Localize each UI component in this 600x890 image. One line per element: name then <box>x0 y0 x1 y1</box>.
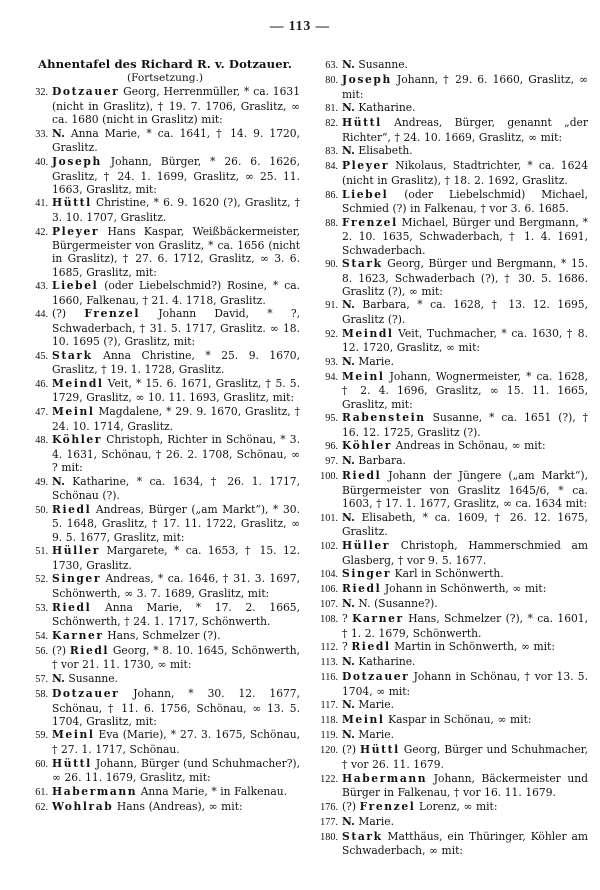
entry-surname: Riedl <box>69 643 110 657</box>
entry-uncertainty-marker: (?) <box>342 743 361 757</box>
entry-number: 33. <box>35 128 48 140</box>
entry-number: 101. <box>320 512 338 524</box>
entry-details: Hans, Schmelzer (?). <box>103 628 221 642</box>
entry-details: Matthäus, ein Thüringer, Köhler am Schwaderbach, ∞ mit: <box>342 829 588 858</box>
ancestor-entry <box>316 411 588 439</box>
entry-surname: Karner <box>52 628 104 642</box>
entry-surname: Köhler <box>52 433 103 447</box>
ancestor-entry <box>316 439 588 454</box>
ancestor-entry <box>30 672 300 687</box>
ancestor-entry <box>30 127 300 155</box>
ancestor-entry <box>30 601 300 629</box>
entry-number: 118. <box>320 715 338 727</box>
entry-details: Johann, Bürger (und Schuhmacher?), ∞ 26. 11. 1679, Graslitz, mit: <box>52 756 300 785</box>
entry-surname: N. <box>52 126 65 140</box>
entry-number: 57. <box>35 673 48 685</box>
entry-surname: Hüttl <box>360 743 400 757</box>
ancestor-entry <box>30 687 300 728</box>
ancestor-entry <box>316 469 588 510</box>
entry-number: 112. <box>320 642 338 654</box>
entry-details: Christoph, Richter in Schönau, * 3. 4. 1631, Schönau, † 26. 2. 1708, Schönau, ∞ ? mit: <box>52 433 300 475</box>
entry-surname: N. <box>342 454 355 468</box>
ancestor-entry <box>316 743 588 771</box>
entry-number: 180. <box>320 831 338 843</box>
page-number: — 113 — <box>269 18 331 33</box>
entry-number: 47. <box>35 407 48 419</box>
entry-number: 120. <box>320 745 338 757</box>
ancestor-entry <box>316 370 588 411</box>
entry-surname: Frenzel <box>359 799 416 813</box>
entry-details: Karl in Schönwerth. <box>391 567 504 581</box>
entry-surname: Hüller <box>52 544 101 558</box>
ancestor-entry <box>316 772 588 800</box>
entry-details: Marie. <box>354 698 394 712</box>
ancestor-entry <box>316 257 588 298</box>
page-subtitle: (Fortsetzung.) <box>126 71 204 84</box>
ancestor-entry <box>316 582 588 597</box>
entry-details: Michael, Bürger und Bergmann, * 2. 10. 1635, Schwaderbach, † 1. 4. 1691, Schwaderbach. <box>342 215 588 257</box>
entry-number: 45. <box>35 350 48 362</box>
entry-details: Katharine. <box>354 101 416 115</box>
entry-details: Katharine, * ca. 1634, † 26. 1. 1717, Schönau (?). <box>52 474 300 503</box>
entry-surname: Riedl <box>52 502 92 516</box>
entry-details: Anna Marie, * 17. 2. 1665, Schönwerth, † 24. 1. 1717, Schönwerth. <box>52 600 300 629</box>
entry-surname: Habermann <box>342 771 428 785</box>
entry-number: 93. <box>325 356 338 368</box>
entry-surname: Habermann <box>52 784 138 798</box>
ancestor-entry <box>316 511 588 539</box>
ancestor-entry <box>30 728 300 756</box>
entry-number: 82. <box>325 118 338 130</box>
entry-surname: Dotzauer <box>342 670 410 684</box>
entry-details: Anna Christine, * 25. 9. 1670, Graslitz, † 19. 1. 1728, Graslitz. <box>52 348 300 377</box>
entry-details: Barbara. <box>354 454 406 468</box>
ancestor-entry <box>316 670 588 698</box>
entry-details: Marie. <box>354 728 394 742</box>
entry-surname: N. <box>52 474 65 488</box>
left-column <box>30 58 300 858</box>
entry-number: 96. <box>325 441 338 453</box>
entry-surname: Meinl <box>342 713 385 727</box>
entry-surname: Meinl <box>342 369 385 383</box>
ancestor-entry <box>30 785 300 800</box>
ancestor-entry <box>316 216 588 257</box>
entry-number: 80. <box>325 74 338 86</box>
ancestor-entry <box>30 629 300 644</box>
entry-details: Elisabeth. <box>354 144 413 158</box>
entry-number: 44. <box>35 309 48 321</box>
ancestor-entry <box>316 298 588 326</box>
entry-surname: Singer <box>52 572 102 586</box>
entry-surname: N. <box>342 58 355 71</box>
entry-details: Andreas, * ca. 1646, † 31. 3. 1697, Schönwerth, ∞ 3. 7. 1689, Graslitz, mit: <box>52 572 300 601</box>
entry-details: Johann der Jüngere („am Markt“), Bürgermeister von Graslitz 1645/6, * ca. 1603, † 17. 1. 1677, Graslitz, ∞ ca. 1634 mit: <box>342 469 588 511</box>
entry-details: Anna Marie, * ca. 1641, † 14. 9. 1720, Graslitz. <box>52 126 300 155</box>
entry-details: Nikolaus, Stadtrichter, * ca. 1624 (nicht in Graslitz), † 18. 2. 1692, Graslitz. <box>342 159 588 187</box>
entry-surname: Karner <box>352 612 404 626</box>
ancestor-entry <box>316 144 588 159</box>
ancestor-entry <box>316 355 588 370</box>
ancestor-entry <box>30 475 300 503</box>
ancestor-entry <box>30 225 300 279</box>
entry-surname: N. <box>52 671 65 685</box>
entry-number: 100. <box>320 471 338 483</box>
entry-details: Hans Kaspar, Weißbäckermeister, Bürgermeister von Graslitz, * ca. 1656 (nicht in Graslitz), † 27. 6. 1712, Graslitz, ∞ 3. 6. 1685, Graslitz, mit: <box>52 224 300 279</box>
entry-number: 58. <box>35 688 48 700</box>
entry-surname: Meindl <box>342 326 394 340</box>
entry-surname: Dotzauer <box>52 686 120 700</box>
entry-details: Georg, Herrenmüller, * ca. 1631 (nicht in Graslitz), † 19. 7. 1706, Graslitz, ∞ ca. 1680 (nicht in Graslitz) mit: <box>52 85 300 127</box>
entry-uncertainty-marker: ? <box>342 640 352 654</box>
entry-number: 94. <box>325 371 338 383</box>
ancestor-entry <box>316 454 588 469</box>
entry-details: (oder Liebelschmid) Michael, Schmied (?) in Falkenau, † vor 3. 6. 1685. <box>342 187 588 216</box>
entry-number: 104. <box>320 569 338 581</box>
entry-surname: Stark <box>52 348 93 362</box>
entry-surname: Meinl <box>52 728 95 742</box>
entry-number: 86. <box>325 189 338 201</box>
entry-details: Johann in Schönwerth, ∞ mit: <box>381 582 547 596</box>
ancestor-entry <box>30 279 300 307</box>
entry-surname: Riedl <box>351 640 391 654</box>
entry-surname: Singer <box>342 567 392 581</box>
ancestor-entry <box>316 58 588 73</box>
entry-number: 51. <box>35 546 48 558</box>
entry-surname: Meinl <box>52 405 95 419</box>
entry-number: 102. <box>320 540 338 552</box>
entry-number: 95. <box>325 413 338 425</box>
ancestor-entry <box>30 800 300 815</box>
ancestor-entry <box>30 503 300 544</box>
ancestor-entry <box>30 757 300 785</box>
entry-number: 113. <box>320 657 338 669</box>
entry-surname: Liebel <box>52 279 99 293</box>
entry-number: 97. <box>325 456 338 468</box>
entry-details: Hans, Schmelzer (?), * ca. 1601, † 1. 2. 1679, Schönwerth. <box>342 612 588 640</box>
entry-number: 54. <box>35 630 48 642</box>
entry-surname: N. <box>342 510 355 524</box>
entry-surname: Riedl <box>342 469 382 483</box>
entry-surname: Hüller <box>342 538 391 552</box>
entry-surname: Köhler <box>342 439 393 453</box>
left-entry-list <box>30 85 300 814</box>
ancestor-entry <box>316 327 588 355</box>
entry-surname: Pleyer <box>52 224 100 238</box>
entry-number: 59. <box>35 730 48 742</box>
ancestor-entry <box>30 644 300 672</box>
entry-details: Johann David, * ?, Schwaderbach, † 31. 5. 1717, Graslitz. ∞ 18. 10. 1695 (?), Graslitz, mit: <box>52 307 300 349</box>
entry-number: 122. <box>320 773 338 785</box>
entry-details: Johann, † 29. 6. 1660, Graslitz, ∞ mit: <box>342 72 588 101</box>
entry-number: 61. <box>35 786 48 798</box>
entry-details: Johann, * 30. 12. 1677, Schönau, † 11. 6. 1756, Schönau, ∞ 13. 5. 1704, Graslitz, mit: <box>52 686 300 728</box>
entry-details: Susanne. <box>64 671 118 685</box>
entry-details: Johann, Wognermeister, * ca. 1628, † 2. 4. 1696, Graslitz, ∞ 15. 11. 1665, Graslitz, mit: <box>342 369 588 411</box>
page-title: Ahnentafel des Richard R. v. Dotzauer. <box>38 57 292 71</box>
entry-number: 81. <box>325 103 338 115</box>
entry-number: 53. <box>35 602 48 614</box>
entry-number: 41. <box>35 198 48 210</box>
entry-surname: N. <box>342 597 355 611</box>
entry-details: Susanne, * ca. 1651 (?), † 16. 12. 1725, Graslitz (?). <box>342 411 588 439</box>
entry-details: Andreas, Bürger („am Markt“), * 30. 5. 1648, Graslitz, † 17. 11. 1722, Graslitz, ∞ 9. 5. 1677, Graslitz, mit: <box>52 502 300 544</box>
ancestor-entry <box>316 728 588 743</box>
ancestor-entry <box>316 800 588 815</box>
entry-details: Margarete, * ca. 1653, † 15. 12. 1730, Graslitz. <box>52 544 300 572</box>
entry-surname: N. <box>342 101 355 115</box>
ancestor-entry <box>316 159 588 187</box>
ancestor-entry <box>30 433 300 474</box>
ancestor-entry <box>30 349 300 377</box>
ancestor-entry <box>316 612 588 640</box>
two-column-body <box>0 58 600 858</box>
entry-number: 63. <box>325 60 338 71</box>
entry-details: Marie. <box>354 354 394 368</box>
entry-surname: N. <box>342 298 355 312</box>
ancestor-entry <box>30 307 300 348</box>
ancestor-entry <box>30 405 300 433</box>
entry-surname: N. <box>342 698 355 712</box>
entry-number: 43. <box>35 281 48 293</box>
entry-uncertainty-marker: (?) <box>52 307 85 321</box>
entry-details: Andreas, Bürger, genannt „der Richter“, † 24. 10. 1669, Graslitz, ∞ mit: <box>342 116 588 144</box>
entry-details: Marie. <box>354 814 394 828</box>
entry-number: 42. <box>35 226 48 238</box>
ancestor-entry <box>316 815 588 830</box>
ancestor-entry <box>316 116 588 144</box>
entry-number: 40. <box>35 156 48 168</box>
entry-uncertainty-marker: (?) <box>52 643 70 657</box>
entry-details: Christine, * 6. 9. 1620 (?), Graslitz, † 3. 10. 1707, Graslitz. <box>52 196 300 224</box>
entry-number: 32. <box>35 87 48 99</box>
entry-details: Johann in Schönau, † vor 13. 5. 1704, ∞ mit: <box>342 670 588 698</box>
entry-number: 116. <box>320 672 338 684</box>
entry-surname: Pleyer <box>342 159 390 173</box>
ancestor-entry <box>30 155 300 196</box>
entry-details: Andreas in Schönau, ∞ mit: <box>392 439 546 453</box>
ancestor-entry <box>30 572 300 600</box>
entry-number: 46. <box>35 378 48 390</box>
entry-number: 106. <box>320 584 338 596</box>
entry-details: Anna Marie, * in Falkenau. <box>137 784 287 798</box>
entry-surname: Frenzel <box>342 215 398 229</box>
ancestor-entry <box>30 544 300 572</box>
entry-details: Eva (Marie), * 27. 3. 1675, Schönau, † 27. 1. 1717, Schönau. <box>52 728 300 756</box>
entry-details: Barbara, * ca. 1628, † 13. 12. 1695, Graslitz (?). <box>342 298 588 327</box>
entry-details: Johann, Bäckermeister und Bürger in Falkenau, † vor 16. 11. 1679. <box>342 771 588 800</box>
entry-details: Veit, * 15. 6. 1671, Graslitz, † 5. 5. 1729, Graslitz, ∞ 10. 11. 1693, Graslitz, mit: <box>52 376 300 405</box>
entry-surname: N. <box>342 354 355 368</box>
entry-number: 83. <box>325 146 338 158</box>
entry-number: 90. <box>325 259 338 271</box>
entry-surname: Hüttl <box>342 116 382 130</box>
entry-number: 117. <box>320 700 338 712</box>
entry-number: 91. <box>325 300 338 312</box>
entry-number: 62. <box>35 801 48 813</box>
right-column <box>316 58 588 858</box>
ancestor-entry <box>30 85 300 126</box>
entry-details: Martin in Schönwerth, ∞ mit: <box>390 640 555 654</box>
ancestor-entry <box>316 188 588 216</box>
entry-details: Elisabeth, * ca. 1609, † 26. 12. 1675, Graslitz. <box>342 510 588 539</box>
entry-surname: Hüttl <box>52 756 92 770</box>
entry-surname: Wohlrab <box>52 799 114 813</box>
entry-number: 92. <box>325 328 338 340</box>
ancestor-entry <box>316 830 588 858</box>
ancestor-entry <box>316 101 588 116</box>
entry-number: 52. <box>35 574 48 586</box>
right-entry-list <box>316 58 588 858</box>
ancestor-entry <box>316 655 588 670</box>
entry-details: Susanne. <box>354 58 408 71</box>
ancestor-entry <box>316 73 588 101</box>
entry-details: Christoph, Hammerschmied am Glasberg, † vor 9. 5. 1677. <box>342 538 588 567</box>
entry-details: (oder Liebelschmid?) Rosine, * ca. 1660, Falkenau, † 21. 4. 1718, Graslitz. <box>52 279 300 307</box>
entry-number: 88. <box>325 217 338 229</box>
entry-surname: N. <box>342 728 355 742</box>
entry-surname: Riedl <box>342 582 382 596</box>
entry-details: Georg, Bürger und Bergmann, * 15. 8. 1623, Schwaderbach (?), † 30. 5. 1686. Graslitz (?), ∞ mit: <box>342 257 588 298</box>
entry-surname: N. <box>342 814 355 828</box>
ancestor-entry <box>316 713 588 728</box>
entry-details: Kaspar in Schönau, ∞ mit: <box>384 713 532 727</box>
entry-uncertainty-marker: (?) <box>342 799 360 813</box>
entry-surname: Frenzel <box>84 307 141 321</box>
entry-details: Johann, Bürger, * 26. 6. 1626, Graslitz, † 24. 1. 1699, Graslitz, ∞ 25. 11. 1663, Graslitz, mit: <box>52 154 300 196</box>
entry-surname: N. <box>342 144 355 158</box>
entry-surname: Dotzauer <box>52 85 120 99</box>
entry-surname: Liebel <box>342 187 389 201</box>
ancestor-entry <box>316 539 588 567</box>
entry-surname: Rabenstein <box>342 411 426 425</box>
entry-number: 177. <box>320 816 338 828</box>
entry-surname: Stark <box>342 257 383 271</box>
entry-details: N. (Susanne?). <box>354 597 438 611</box>
entry-number: 119. <box>320 730 338 742</box>
ancestor-entry <box>316 698 588 713</box>
ancestor-entry <box>316 567 588 582</box>
entry-number: 56. <box>35 645 48 657</box>
entry-surname: Joseph <box>52 154 102 168</box>
entry-number: 176. <box>320 801 338 813</box>
entry-surname: N. <box>342 655 355 669</box>
entry-details: Veit, Tuchmacher, * ca. 1630, † 8. 12. 1720, Graslitz, ∞ mit: <box>342 326 588 355</box>
ancestor-entry <box>316 597 588 612</box>
ancestor-entry <box>30 196 300 224</box>
entry-number: 60. <box>35 758 48 770</box>
entry-details: Magdalene, * 29. 9. 1670, Graslitz, † 24. 10. 1714, Graslitz. <box>52 405 300 433</box>
entry-number: 107. <box>320 599 338 611</box>
entry-number: 49. <box>35 476 48 488</box>
entry-surname: Stark <box>342 829 383 843</box>
entry-details: Hans (Andreas), ∞ mit: <box>113 799 243 813</box>
entry-details: Lorenz, ∞ mit: <box>415 799 498 813</box>
entry-details: Georg, Bürger und Schuhmacher, † vor 26. 11. 1679. <box>342 743 589 771</box>
entry-number: 48. <box>35 435 48 447</box>
entry-number: 50. <box>35 504 48 516</box>
ancestor-entry <box>30 377 300 405</box>
entry-surname: Meindl <box>52 376 104 390</box>
entry-details: Georg, * 8. 10. 1645, Schönwerth, † vor 21. 11. 1730, ∞ mit: <box>52 643 300 672</box>
entry-surname: Riedl <box>52 600 92 614</box>
entry-details: Katharine. <box>354 655 416 669</box>
entry-number: 84. <box>325 161 338 173</box>
entry-surname: Hüttl <box>52 196 92 210</box>
entry-number: 108. <box>320 614 338 626</box>
entry-uncertainty-marker: ? <box>342 612 353 626</box>
entry-surname: Joseph <box>342 72 392 86</box>
ancestor-entry <box>316 640 588 655</box>
